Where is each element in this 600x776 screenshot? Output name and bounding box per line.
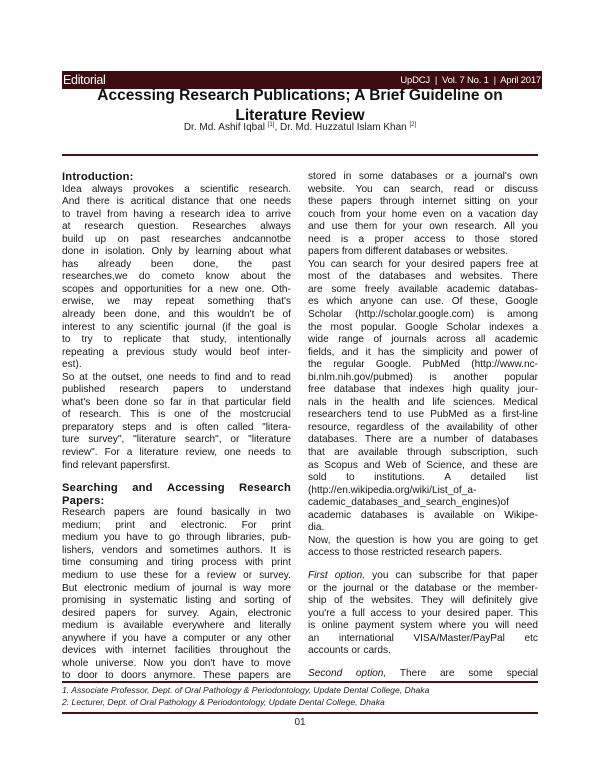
journal-info: UpDCJ | Vol. 7 No. 1 | April 2017 xyxy=(400,74,541,86)
text-line: published research papers to understand xyxy=(62,384,291,396)
title-divider xyxy=(62,154,538,156)
intro-paragraph-1 xyxy=(62,184,291,372)
text-line: anywhere if you have a computer or any other xyxy=(62,632,291,644)
text-line: or the journal or the database or the member- xyxy=(308,582,538,594)
text-line: academic databases is available on Wikipe- xyxy=(308,509,538,521)
section-label: Editorial xyxy=(63,73,106,87)
text-line: are some freely available academic databas- xyxy=(308,283,538,295)
text-line: Now, the question is how you are going to get xyxy=(308,534,538,546)
text-line: promising in systematic listing and sorting of xyxy=(62,595,291,607)
text-line: to door to doors anymore. These papers are xyxy=(62,670,291,682)
text-line: accounts or cards. xyxy=(308,645,391,657)
second-option-line: Second option, There are some special xyxy=(308,667,538,679)
text-line: whole universe. Now you don't have to move xyxy=(62,657,291,669)
footnote-1: 1. Associate Professor, Dept. of Oral Pathology & Periodontology, Update Dental College, Dhaka xyxy=(62,685,430,695)
text-line: wide range of journals across all academic xyxy=(308,334,538,346)
text-line: nals in the health and life sciences. Medical xyxy=(308,396,538,408)
author-1-ref: [1] xyxy=(267,122,275,128)
footnote-divider-bottom xyxy=(62,712,538,714)
text-line: dia. xyxy=(308,522,325,534)
text-line: the regular Google. PubMed (http://www.nc- xyxy=(308,359,538,371)
text-line: repeating a previous study would beof inter- xyxy=(62,346,291,358)
author-line xyxy=(0,122,600,133)
text-line: erwise, we may repeat something that's xyxy=(62,296,291,308)
title-line-2: Literature Review xyxy=(235,106,365,124)
text-line: es which anyone can use. Of these, Google xyxy=(308,296,538,308)
text-line: interest to any scientific journal (if the goal is xyxy=(62,321,291,333)
text-line: medium is available everywhere and literally xyxy=(62,620,291,632)
right-column xyxy=(308,171,538,680)
text-line: to travel from having a research idea to arrive xyxy=(62,208,291,220)
text-line: that are available through subscription, such xyxy=(308,447,538,459)
heading-text: Introduction: xyxy=(62,171,134,183)
text-line: an international VISA/Master/PayPal etc xyxy=(308,632,538,644)
author-separator: , xyxy=(274,122,280,133)
text-line: resource, regardless of the availability of other xyxy=(308,421,538,433)
text-line: Research papers are found basically in two xyxy=(62,507,291,519)
text-line: preparatory steps and is often called "litera- xyxy=(62,421,291,433)
text-line: fields, and it has the simplicity and power of xyxy=(308,346,538,358)
right-paragraph-3 xyxy=(308,535,538,560)
introduction-heading xyxy=(62,171,291,184)
first-option-paragraph xyxy=(308,583,538,658)
text-line: devices with internet facilities throughout the xyxy=(62,645,291,657)
text-line: medium; print and electronic. For print xyxy=(62,519,291,531)
text-line: already been done, and this wouldn't be of xyxy=(62,309,291,321)
footnote-divider-top xyxy=(62,681,538,683)
footnotes xyxy=(62,685,538,708)
text-line: desired papers for survey. Again, electronic xyxy=(62,607,291,619)
text-line: of research. This is one of the mostcrucial xyxy=(62,409,291,421)
text-line: ture survey", "literature search", or "literature xyxy=(62,434,291,446)
searching-paragraph xyxy=(62,507,291,683)
text-line: most of the databases and websites. There xyxy=(308,271,538,283)
text-line: papers from different databases or websites. xyxy=(308,246,509,258)
text-line: free database that indexes high quality jour- xyxy=(308,384,538,396)
text-line: Scholar (http://scholar.google.com) is among xyxy=(308,309,538,321)
text-line: find relevant papersfirst. xyxy=(62,459,171,471)
title-line-1: Accessing Research Publications; A Brief Guideline on xyxy=(97,87,503,104)
text-line: databases. There are a number of databases xyxy=(308,434,538,446)
text-line: these papers through internet sitting on your xyxy=(308,196,538,208)
text-line: couch from your home even on a vacation day xyxy=(308,208,538,220)
text-line: So at the outset, one needs to find and to read xyxy=(62,371,291,383)
text-line: est). xyxy=(62,359,82,371)
first-option-line: First option, you can subscribe for that paper xyxy=(308,569,538,581)
text-line: build up on past researches andcannotbe xyxy=(62,233,291,245)
text-line: need is a proper access to those stored xyxy=(308,233,538,245)
text-line: the most popular. Google Scholar indexes a xyxy=(308,321,538,333)
left-column xyxy=(62,171,291,683)
text-line: at research question. Researches always xyxy=(62,221,291,233)
author-1: Dr. Md. Ashif Iqbal xyxy=(183,122,265,133)
text-line: medium to use these for a review or survey. xyxy=(62,569,291,581)
intro-paragraph-2 xyxy=(62,372,291,472)
heading-text: Papers: xyxy=(62,494,105,507)
text-line: But electronic medium of journal is way more xyxy=(62,582,291,594)
right-paragraph-1 xyxy=(308,171,538,259)
text-line: you're a full access to your desired paper. This xyxy=(308,607,538,619)
author-2: Dr. Md. Huzzatul Islam Khan xyxy=(280,122,407,133)
text-line: time consuming and tiring process with print xyxy=(62,557,291,569)
right-paragraph-2 xyxy=(308,259,538,535)
text-line: stored in some databases or a journal's own xyxy=(308,171,538,182)
page-number: 01 xyxy=(294,717,306,728)
text-line: website. You can search, read or discuss xyxy=(308,183,538,195)
searching-heading-line-2 xyxy=(62,495,291,508)
text-line: bi.nlm.nih.gov/pubmed) is another popular xyxy=(308,371,538,383)
searching-heading: Searching and Accessing Research xyxy=(62,482,291,495)
text-line: lishers, vendors and sometimes authors. It is xyxy=(62,544,291,556)
author-2-ref: [2] xyxy=(409,122,417,128)
text-line: researchers tend to use PubMed as a first-line xyxy=(308,409,538,421)
text-line: access to those restricted research papers. xyxy=(308,547,503,559)
text-line: And there is acritical distance that one needs xyxy=(62,196,291,208)
text-line: what's been done so far in that particular field xyxy=(62,396,291,408)
text-line: done in isolation. Only by learning about what xyxy=(62,246,291,258)
text-line: and use them for your own research. All you xyxy=(308,221,538,233)
text-line: Idea always provokes a scientific research. xyxy=(62,183,291,195)
text-line: You can search for your desired papers free at xyxy=(308,258,538,270)
text-line: review". For a literature review, one needs to xyxy=(62,447,291,459)
footnote-2: 2. Lecturer, Dept. of Oral Pathology & Periodontology, Update Dental College, Dhaka xyxy=(62,696,385,707)
article-title xyxy=(0,86,600,125)
text-line: cademic_databases_and_search_engines)of xyxy=(308,497,509,509)
text-line: medium you have to go through libraries, pub- xyxy=(62,532,291,544)
text-line: has already been done, the past xyxy=(62,258,291,270)
text-line: ship of the websites. They will definitely give xyxy=(308,595,538,607)
text-line: scopes and opportunities for a new one. Oth- xyxy=(62,283,291,295)
text-line: sold to institutions. A detailed list xyxy=(308,472,538,484)
text-line: to try to replicate that study, intentionally xyxy=(62,334,291,346)
text-line: is online payment system where you will need xyxy=(308,620,538,632)
text-line: (http://en.wikipedia.org/wiki/List_of_a- xyxy=(308,484,477,496)
text-line: researches,we do cometo know about the xyxy=(62,271,291,283)
text-line: as Scopus and Web of Science, and these are xyxy=(308,459,538,471)
